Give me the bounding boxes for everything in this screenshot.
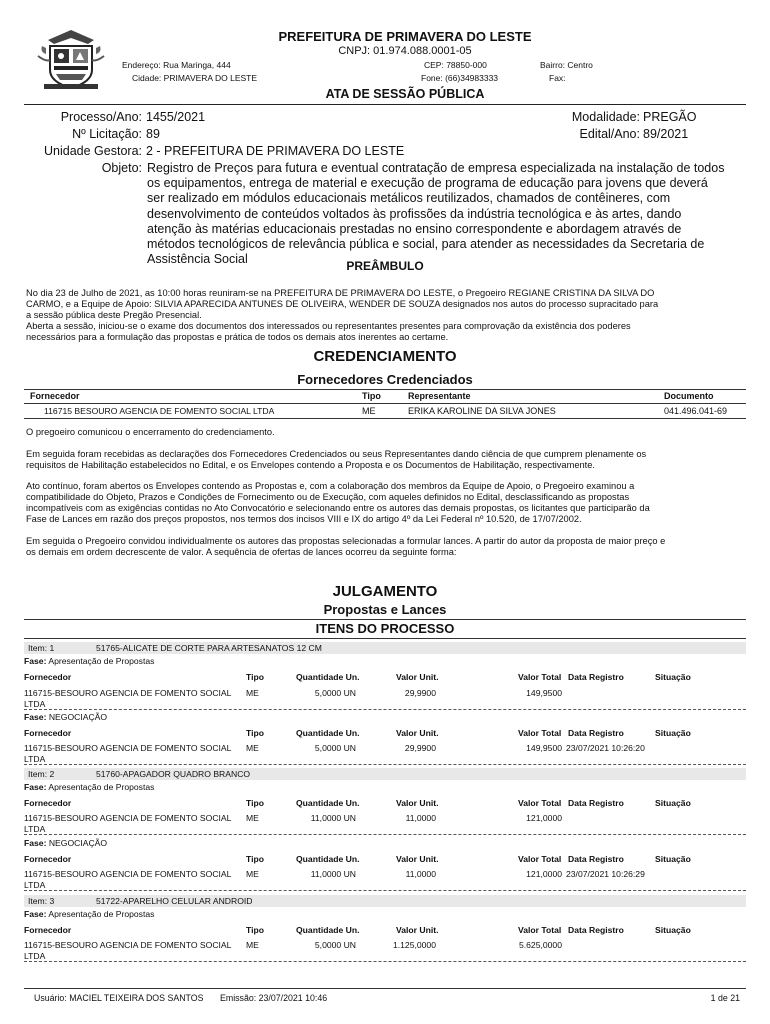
- proposta-quantidade: 5,0000 UN: [314, 940, 356, 950]
- credenciados-subtitle: Fornecedores Credenciados: [297, 372, 473, 387]
- proposta-fornecedor: 116715-BESOURO AGENCIA DE FOMENTO SOCIAL: [24, 743, 232, 753]
- lances-line: Em seguida o Pregoeiro convidou individualmente os autores das propostas selecionadas a formular lances. A partir do autor da proposta de maior preço e: [26, 536, 666, 546]
- col-valor-unit: Valor Unit.: [396, 854, 439, 864]
- col-data: Data Registro: [568, 728, 624, 738]
- row-separator: [24, 890, 746, 891]
- objeto-line: os equipamentos, entrega de material e execução de programa de educação para jovens que deverá: [147, 176, 708, 191]
- preambulo-line: CARMO, e a Equipe de Apoio: SILVIA APARECIDA ANTUNES DE OLIVEIRA, WENDER DE SOUZA designados nos autos do processo supracitado para: [26, 299, 659, 309]
- proposta-fornecedor-cont: LTDA: [24, 880, 46, 890]
- col-fornecedor: Fornecedor: [24, 672, 72, 682]
- col-quantidade: Quantidade Un.: [296, 925, 360, 935]
- proposta-fornecedor-cont: LTDA: [24, 754, 46, 764]
- col-situacao: Situação: [655, 798, 691, 808]
- proposta-valor-total: 121,0000: [526, 869, 562, 879]
- objeto-line: atenção às matérias educacionais prestadas no ensino correspondente e abordagem através de: [147, 221, 682, 236]
- fase-value: NEGOCIAÇÃO: [48, 838, 108, 848]
- preambulo-line: Aberta a sessão, iniciou-se o exame dos documentos dos interessados ou representantes presentes para comprovação da existência dos poderes: [26, 321, 631, 331]
- proposta-fornecedor: 116715-BESOURO AGENCIA DE FOMENTO SOCIAL: [24, 869, 232, 879]
- proposta-valor-unit: 29,9900: [404, 743, 436, 753]
- item-description: 51722-APARELHO CELULAR ANDROID: [96, 896, 253, 906]
- proposta-fornecedor-cont: LTDA: [24, 951, 46, 961]
- preambulo-text: [26, 288, 746, 343]
- col-documento: Documento: [664, 391, 714, 401]
- preambulo-line: No dia 23 de Julho de 2021, as 10:00 horas reuniram-se na PREFEITURA DE PRIMAVERA DO LESTE, o Pregoeiro REGIANE CRISTINA DA SILVA DO: [26, 288, 655, 298]
- col-fornecedor: Fornecedor: [24, 925, 72, 935]
- fase-line: [24, 782, 154, 792]
- fase-line: [24, 838, 107, 848]
- item-description: 51760-APAGADOR QUADRO BRANCO: [96, 769, 251, 779]
- municipal-crest-icon: [36, 26, 106, 92]
- cred-documento: 041.496.041-69: [664, 406, 728, 416]
- proposta-valor-total: 121,0000: [526, 813, 562, 823]
- header-fone: Fone: (66)34983333: [421, 73, 499, 83]
- licitacao-label: Nº Licitação:: [72, 127, 142, 141]
- col-quantidade: Quantidade Un.: [296, 728, 360, 738]
- header-title: PREFEITURA DE PRIMAVERA DO LESTE: [278, 29, 532, 44]
- document-title: ATA DE SESSÃO PÚBLICA: [325, 87, 485, 101]
- proposta-fornecedor: 116715-BESOURO AGENCIA DE FOMENTO SOCIAL: [24, 688, 232, 698]
- row-separator: [24, 709, 746, 710]
- header-cnpj: CNPJ: 01.974.088.0001-05: [338, 45, 472, 57]
- unidade-label: Unidade Gestora:: [44, 144, 142, 158]
- table-header-line: [24, 403, 746, 404]
- col-data: Data Registro: [568, 798, 624, 808]
- proposta-tipo: ME: [246, 688, 259, 698]
- declaracoes-line: Em seguida foram recebidas as declarações dos Fornecedores Credenciados ou seus Representantes dando ciência de que cumprem plenamente os: [26, 449, 647, 459]
- header-bairro: Bairro: Centro: [540, 60, 593, 70]
- fase-label: Fase:: [24, 909, 47, 919]
- declaracoes-line: requisitos de Habilitação estabelecidos no Edital, e os Envelopes contendo a Proposta e os Documentos de Habilitação, respectivamente.: [26, 460, 595, 470]
- col-tipo: Tipo: [246, 798, 264, 808]
- proposta-valor-unit: 11,0000: [405, 869, 436, 879]
- modalidade-value: PREGÃO: [643, 110, 697, 124]
- itens-bottom-line: [24, 638, 746, 639]
- item-description: 51765-ALICATE DE CORTE PARA ARTESANATOS 12 CM: [96, 643, 322, 653]
- cred-representante: ERIKA KAROLINE DA SILVA JONES: [408, 406, 556, 416]
- fase-value: Apresentação de Propostas: [48, 909, 155, 919]
- col-valor-total: Valor Total: [518, 854, 562, 864]
- col-fornecedor: Fornecedor: [24, 854, 72, 864]
- objeto-label: Objeto:: [101, 161, 142, 175]
- col-quantidade: Quantidade Un.: [296, 854, 360, 864]
- itens-title: ITENS DO PROCESSO: [315, 621, 455, 636]
- lances-text: [26, 536, 746, 558]
- cred-tipo: ME: [362, 406, 376, 416]
- objeto-line: Registro de Preços para futura e eventual contratação de empresa especializada na instalação de todos: [147, 161, 725, 175]
- fase-value: Apresentação de Propostas: [48, 656, 155, 666]
- table-bottom-line: [24, 418, 746, 419]
- col-valor-total: Valor Total: [518, 728, 562, 738]
- edital-label: Edital/Ano:: [579, 127, 640, 141]
- encerramento-text: O pregoeiro comunicou o encerramento do credenciamento.: [26, 427, 275, 437]
- ato-line: compatibilidade do Objeto, Prazos e Condições de Fornecimento ou de Execução, com aqueles definidos no Edital, desclassificando as propostas: [26, 492, 630, 502]
- preambulo-line: necessários para a formulação das propostas e prática de todos os demais atos inerentes ao certame.: [26, 332, 449, 342]
- licitacao-value: 89: [146, 127, 160, 141]
- col-data: Data Registro: [568, 925, 624, 935]
- ato-continuo-text: [26, 481, 746, 525]
- edital-value: 89/2021: [643, 127, 689, 141]
- col-valor-total: Valor Total: [518, 925, 562, 935]
- proposta-data: 23/07/2021 10:26:29: [566, 869, 645, 879]
- julgamento-title: JULGAMENTO: [332, 583, 438, 600]
- proposta-valor-unit: 1.125,0000: [392, 940, 436, 950]
- preambulo-title: PREÂMBULO: [346, 259, 424, 273]
- col-quantidade: Quantidade Un.: [296, 798, 360, 808]
- objeto-line: Assistência Social: [147, 252, 248, 267]
- processo-label: Processo/Ano:: [60, 110, 142, 124]
- fase-label: Fase:: [24, 712, 47, 722]
- item-number: Item: 3: [28, 896, 55, 906]
- proposta-fornecedor-cont: LTDA: [24, 824, 46, 834]
- proposta-quantidade: 5,0000 UN: [314, 688, 356, 698]
- col-situacao: Situação: [655, 728, 691, 738]
- footer-divider: [24, 988, 746, 989]
- proposta-tipo: ME: [246, 869, 259, 879]
- col-tipo: Tipo: [246, 854, 264, 864]
- footer-emissao: Emissão: 23/07/2021 10:46: [220, 993, 328, 1003]
- row-separator: [24, 834, 746, 835]
- fase-value: Apresentação de Propostas: [48, 782, 155, 792]
- declaracoes-text: [26, 449, 746, 471]
- header-fax: Fax:: [549, 73, 566, 83]
- objeto-text: [147, 161, 747, 267]
- modalidade-label: Modalidade:: [571, 110, 640, 124]
- col-valor-unit: Valor Unit.: [396, 672, 439, 682]
- proposta-fornecedor: 116715-BESOURO AGENCIA DE FOMENTO SOCIAL: [24, 813, 232, 823]
- col-data: Data Registro: [568, 672, 624, 682]
- proposta-fornecedor-cont: LTDA: [24, 699, 46, 709]
- col-valor-total: Valor Total: [518, 672, 562, 682]
- col-tipo: Tipo: [246, 728, 264, 738]
- fase-label: Fase:: [24, 838, 47, 848]
- proposta-valor-unit: 11,0000: [405, 813, 436, 823]
- proposta-tipo: ME: [246, 813, 259, 823]
- proposta-quantidade: 5,0000 UN: [314, 743, 356, 753]
- col-situacao: Situação: [655, 854, 691, 864]
- itens-top-line: [24, 619, 746, 620]
- proposta-valor-unit: 29,9900: [404, 688, 436, 698]
- proposta-tipo: ME: [246, 940, 259, 950]
- proposta-data: 23/07/2021 10:26:20: [566, 743, 645, 753]
- col-situacao: Situação: [655, 672, 691, 682]
- header-cidade: Cidade: PRIMAVERA DO LESTE: [132, 73, 258, 83]
- table-top-line: [24, 389, 746, 390]
- proposta-valor-total: 5.625,0000: [518, 940, 562, 950]
- header-divider: [24, 104, 746, 105]
- col-tipo: Tipo: [362, 391, 381, 401]
- fase-value: NEGOCIAÇÃO: [48, 712, 108, 722]
- processo-value: 1455/2021: [146, 110, 206, 124]
- footer-pagina: 1 de 21: [710, 993, 740, 1003]
- fase-line: [24, 712, 107, 722]
- proposta-valor-total: 149,9500: [526, 688, 562, 698]
- header-cep: CEP: 78850-000: [424, 60, 487, 70]
- proposta-tipo: ME: [246, 743, 259, 753]
- fase-line: [24, 909, 154, 919]
- ato-line: incompatíveis com as exigências contidas no Ato Convocatório e selecionando entre os autores das demais propostas, os licitantes que participarão da: [26, 503, 650, 513]
- objeto-line: ser realizado em módulos educacionais metálicos reutilizados, chamados de contêineres, com: [147, 191, 671, 206]
- objeto-line: desenvolvimento de conteúdos voltados às profissões da indústria tecnológica e às artes, dando: [147, 206, 682, 221]
- fase-label: Fase:: [24, 656, 47, 666]
- col-valor-unit: Valor Unit.: [396, 728, 439, 738]
- preambulo-line: a sessão pública deste Pregão Presencial.: [26, 310, 202, 320]
- col-fornecedor: Fornecedor: [30, 391, 80, 401]
- item-number: Item: 2: [28, 769, 55, 779]
- col-tipo: Tipo: [246, 925, 264, 935]
- header-endereco: Endereço: Rua Maringa, 444: [122, 60, 231, 70]
- proposta-quantidade: 11,0000 UN: [310, 869, 356, 879]
- col-valor-unit: Valor Unit.: [396, 925, 439, 935]
- col-tipo: Tipo: [246, 672, 264, 682]
- col-situacao: Situação: [655, 925, 691, 935]
- col-valor-unit: Valor Unit.: [396, 798, 439, 808]
- fase-label: Fase:: [24, 782, 47, 792]
- item-number: Item: 1: [28, 643, 55, 653]
- row-separator: [24, 961, 746, 962]
- propostas-subtitle: Propostas e Lances: [323, 602, 447, 617]
- col-fornecedor: Fornecedor: [24, 798, 72, 808]
- col-valor-total: Valor Total: [518, 798, 562, 808]
- proposta-quantidade: 11,0000 UN: [310, 813, 356, 823]
- proposta-valor-total: 149,9500: [526, 743, 562, 753]
- col-data: Data Registro: [568, 854, 624, 864]
- ato-line: Fase de Lances em razão dos preços propostos, nos termos dos incisos VIII e IX do artigo 4º da Lei Federal nº 10.520, de 17/07/2002.: [26, 514, 582, 524]
- objeto-line: métodos tecnológicos de relevância pública e social, para atender as necessidades da Secretaria de: [147, 237, 705, 252]
- footer-usuario: Usuário: MACIEL TEIXEIRA DOS SANTOS: [34, 993, 204, 1003]
- credenciamento-title: CREDENCIAMENTO: [313, 348, 457, 365]
- fase-line: [24, 656, 154, 666]
- ato-line: Ato contínuo, foram abertos os Envelopes contendo as Propostas e, com a colaboração dos membros da Equipe de Apoio, o Pregoeiro examinou a: [26, 481, 635, 491]
- proposta-fornecedor: 116715-BESOURO AGENCIA DE FOMENTO SOCIAL: [24, 940, 232, 950]
- row-separator: [24, 764, 746, 765]
- cred-fornecedor: 116715 BESOURO AGENCIA DE FOMENTO SOCIAL LTDA: [44, 406, 275, 416]
- col-fornecedor: Fornecedor: [24, 728, 72, 738]
- lances-line: os demais em ordem decrescente de valor. A sequência de ofertas de lances ocorreu da seguinte forma:: [26, 547, 457, 557]
- unidade-value: 2 - PREFEITURA DE PRIMAVERA DO LESTE: [146, 144, 405, 158]
- col-representante: Representante: [408, 391, 471, 401]
- col-quantidade: Quantidade Un.: [296, 672, 360, 682]
